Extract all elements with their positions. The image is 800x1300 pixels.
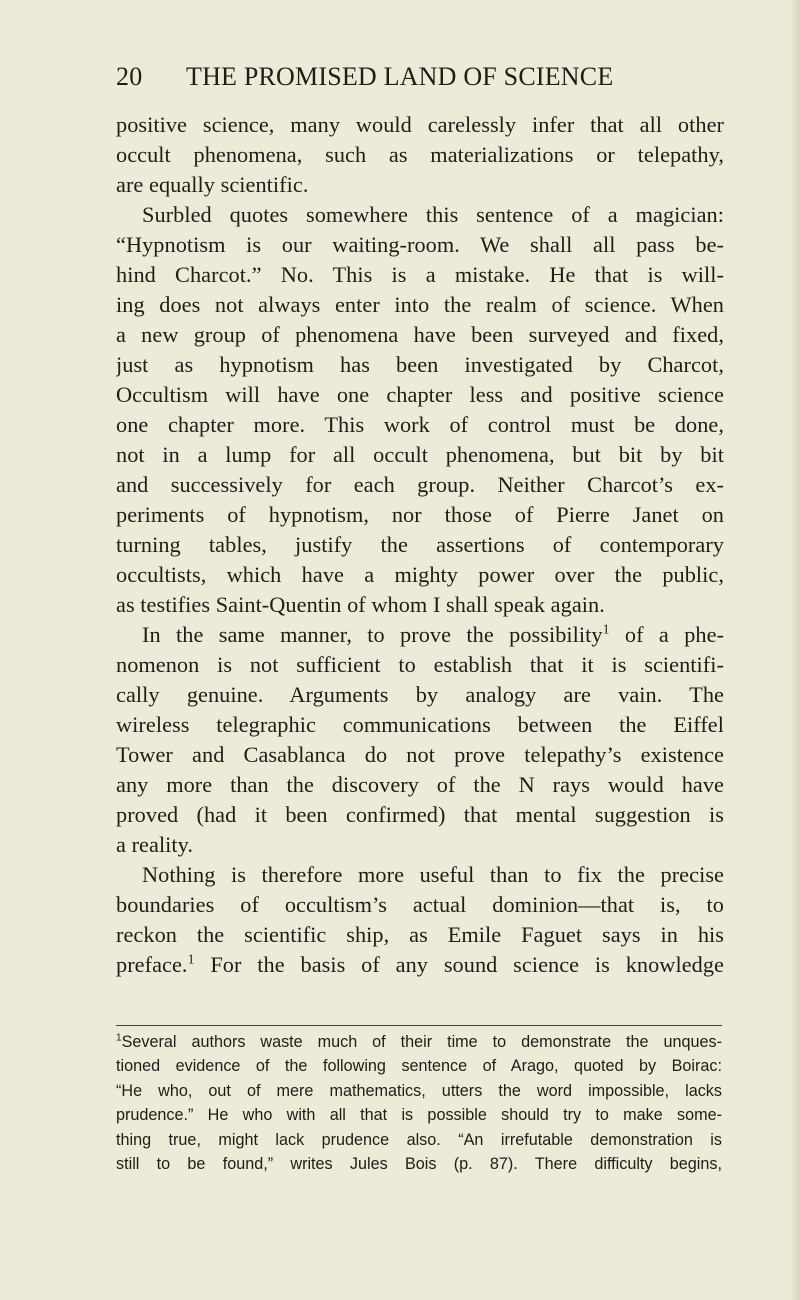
text-line: hind Charcot.” No. This is a mistake. He that is will- [116,262,724,287]
text-line: “Hypnotism is our waiting-room. We shall all pass be- [116,232,724,257]
text-line: wireless telegraphic communications between the Eiffel [116,712,724,737]
text-line: periments of hypnotism, nor those of Pierre Janet on [116,502,724,527]
text-line: proved (had it been confirmed) that mental suggestion is [116,802,724,827]
footnote-line: prudence.” He who with all that is possible should try to make some- [116,1106,722,1125]
footnote-reference: 1 [187,951,195,967]
paragraph-1 [116,110,724,200]
paragraph-2 [116,200,724,620]
text-line: Tower and Casablanca do not prove telepathy’s existence [116,742,724,767]
text-line: turning tables, justify the assertions of contemporary [116,532,724,557]
text-line: any more than the discovery of the N rays would have [116,772,724,797]
text-line: cally genuine. Arguments by analogy are vain. The [116,682,724,707]
text-line: occult phenomena, such as materializations or telepathy, [116,142,724,167]
text-fragment: For the basis of any sound science is knowledge [210,952,724,977]
text-line: just as hypnotism has been investigated by Charcot, [116,352,724,377]
text-line [116,620,724,650]
text-line: Occultism will have one chapter less and positive science [116,382,724,407]
text-line: Surbled quotes somewhere this sentence of a magician: [142,202,724,227]
footnote-line: thing true, might lack prudence also. “An irrefutable demonstration is [116,1130,722,1149]
text-line: Nothing is therefore more useful than to fix the precise [142,862,724,887]
page-edge [792,0,800,1300]
footnote-line: tioned evidence of the following sentence of Arago, quoted by Boirac: [116,1057,722,1076]
text-line [116,950,724,980]
paragraph-4 [116,860,724,980]
footnote-line: “He who, out of mere mathematics, utters the word impossible, lacks [116,1081,722,1100]
text-line: are equally scientific. [116,172,309,197]
text-line: reckon the scientific ship, as Emile Faguet says in his [116,922,724,947]
text-line: a new group of phenomena have been surveyed and fixed, [116,322,724,347]
running-header [116,62,716,98]
text-line: occultists, which have a mighty power over the public, [116,562,724,587]
footnote-reference: 1 [602,621,610,637]
footnote [116,1030,722,1176]
paragraph-3 [116,620,724,860]
text-fragment: preface. [116,952,188,977]
running-title: THE PROMISED LAND OF SCIENCE [186,62,614,91]
text-fragment: of a phe- [624,622,724,647]
text-line: ing does not always enter into the realm of science. When [116,292,724,317]
text-line: boundaries of occultism’s actual dominion—that is, to [116,892,724,917]
text-line: not in a lump for all occult phenomena, but bit by bit [116,442,724,467]
text-line: positive science, many would carelessly infer that all other [116,112,724,137]
text-fragment: In the same manner, to prove the possibility [142,622,603,647]
text-line: a reality. [116,832,194,857]
text-line: and successively for each group. Neither Charcot’s ex- [116,472,724,497]
footnote-marker: 1 [116,1032,122,1044]
text-fragment: Several authors waste much of their time to demonstrate the unques- [121,1033,722,1051]
page-number: 20 [116,62,143,91]
footnote-line: still to be found,” writes Jules Bois (p. 87). There difficulty begins, [116,1154,722,1173]
text-line: one chapter more. This work of control must be done, [116,412,724,437]
body-text [116,110,724,980]
text-line: nomenon is not sufficient to establish that it is scientifi- [116,652,724,677]
text-line: as testifies Saint-Quentin of whom I shall speak again. [116,592,605,617]
footnote-line [116,1030,722,1054]
footnote-divider [116,1025,722,1026]
